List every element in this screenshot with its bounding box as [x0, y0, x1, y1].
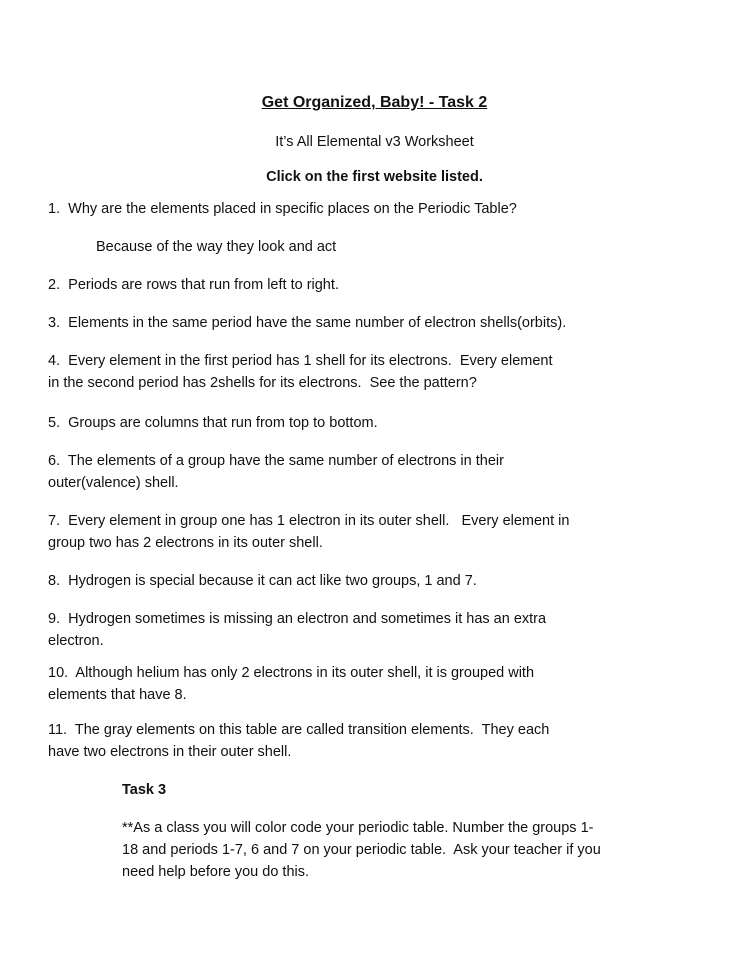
question-3: 3. Elements in the same period have the same number of electron shells(orbits).: [48, 315, 567, 331]
instruction: Click on the first website listed.: [266, 169, 483, 185]
worksheet-subtitle: It’s All Elemental v3 Worksheet: [275, 134, 474, 150]
question-6: 6. The elements of a group have the same number of electrons in their outer(valence) shell.: [48, 453, 504, 491]
task3-heading: Task 3: [122, 782, 167, 798]
question-7: 7. Every element in group one has 1 electron in its outer shell. Every element in group two has 2 electrons in its outer shell.: [48, 513, 570, 551]
question-11: 11. The gray elements on this table are called transition elements. They each have two electrons in their outer shell.: [48, 722, 550, 760]
question-5: 5. Groups are columns that run from top to bottom.: [48, 415, 378, 431]
page-title: Get Organized, Baby! - Task 2: [261, 94, 488, 111]
question-4: 4. Every element in the first period has 1 shell for its electrons. Every element in the second period has 2shells for its electrons. See the pattern?: [48, 353, 553, 391]
task3-instructions: **As a class you will color code your periodic table. Number the groups 1- 18 and periods 1-7, 6 and 7 on your periodic table. Ask your teacher if you need help before you do this.: [122, 820, 601, 880]
question-8: 8. Hydrogen is special because it can act like two groups, 1 and 7.: [48, 573, 477, 589]
question-9: 9. Hydrogen sometimes is missing an electron and sometimes it has an extra electron.: [48, 611, 547, 649]
question-1: 1. Why are the elements placed in specific places on the Periodic Table?: [48, 201, 517, 217]
answer-1: Because of the way they look and act: [96, 239, 337, 255]
question-2: 2. Periods are rows that run from left to right.: [48, 277, 339, 293]
question-10: 10. Although helium has only 2 electrons in its outer shell, it is grouped with elements that have 8.: [48, 665, 535, 703]
